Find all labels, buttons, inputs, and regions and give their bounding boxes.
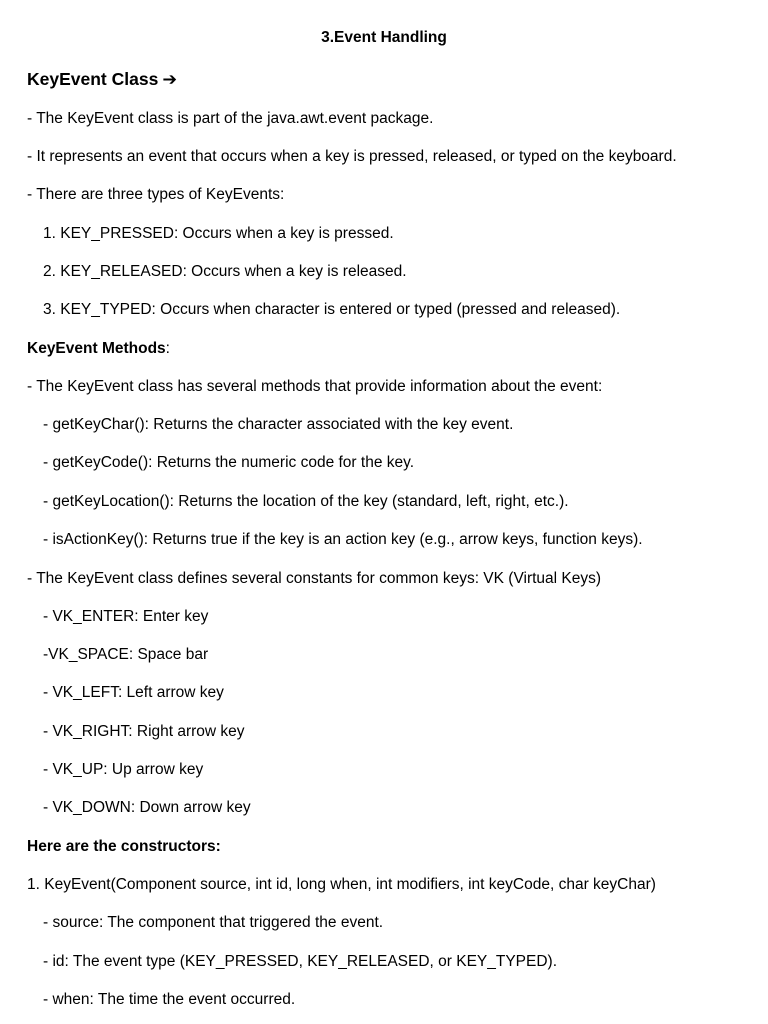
text-line: - The KeyEvent class has several methods that provide information about the event: [27,378,603,395]
list-item: - source: The component that triggered the event. [43,914,384,931]
text-line: - There are three types of KeyEvents: [27,186,285,203]
right-arrow-icon: ➔ [162,69,177,89]
list-item: 3. KEY_TYPED: Occurs when character is entered or typed (pressed and released). [43,301,621,318]
list-item: - VK_RIGHT: Right arrow key [43,723,245,740]
list-item: - getKeyChar(): Returns the character associated with the key event. [43,416,514,433]
subheading-text: KeyEvent Methods [27,340,166,357]
text-line: 1. KeyEvent(Component source, int id, long when, int modifiers, int keyCode, char keyChar) [27,876,656,893]
list-item: - VK_ENTER: Enter key [43,608,209,625]
text-line: - The KeyEvent class is part of the java.awt.event package. [27,110,434,127]
subheading-keyevent-methods [27,339,170,359]
list-item: - getKeyLocation(): Returns the location of the key (standard, left, right, etc.). [43,493,569,510]
list-item: - isActionKey(): Returns true if the key is an action key (e.g., arrow keys, function keys). [43,531,643,548]
subheading-colon: : [165,340,170,357]
list-item: -VK_SPACE: Space bar [43,646,209,663]
list-item: - when: The time the event occurred. [43,991,296,1008]
list-item: - VK_UP: Up arrow key [43,761,204,778]
page-title: 3.Event Handling [321,29,447,46]
list-item: - VK_DOWN: Down arrow key [43,799,251,816]
text-line: - The KeyEvent class defines several constants for common keys: VK (Virtual Keys) [27,570,602,587]
section-heading-text: KeyEvent Class [27,69,159,89]
list-item: 1. KEY_PRESSED: Occurs when a key is pressed. [43,225,394,242]
section-heading-keyevent-class [27,68,177,90]
list-item: - VK_LEFT: Left arrow key [43,684,224,701]
list-item: 2. KEY_RELEASED: Occurs when a key is released. [43,263,407,280]
list-item: - id: The event type (KEY_PRESSED, KEY_RELEASED, or KEY_TYPED). [43,953,558,970]
list-item: - getKeyCode(): Returns the numeric code for the key. [43,454,415,471]
text-line: - It represents an event that occurs when a key is pressed, released, or typed on the keyboard. [27,148,677,165]
subheading-constructors: Here are the constructors: [27,838,221,855]
